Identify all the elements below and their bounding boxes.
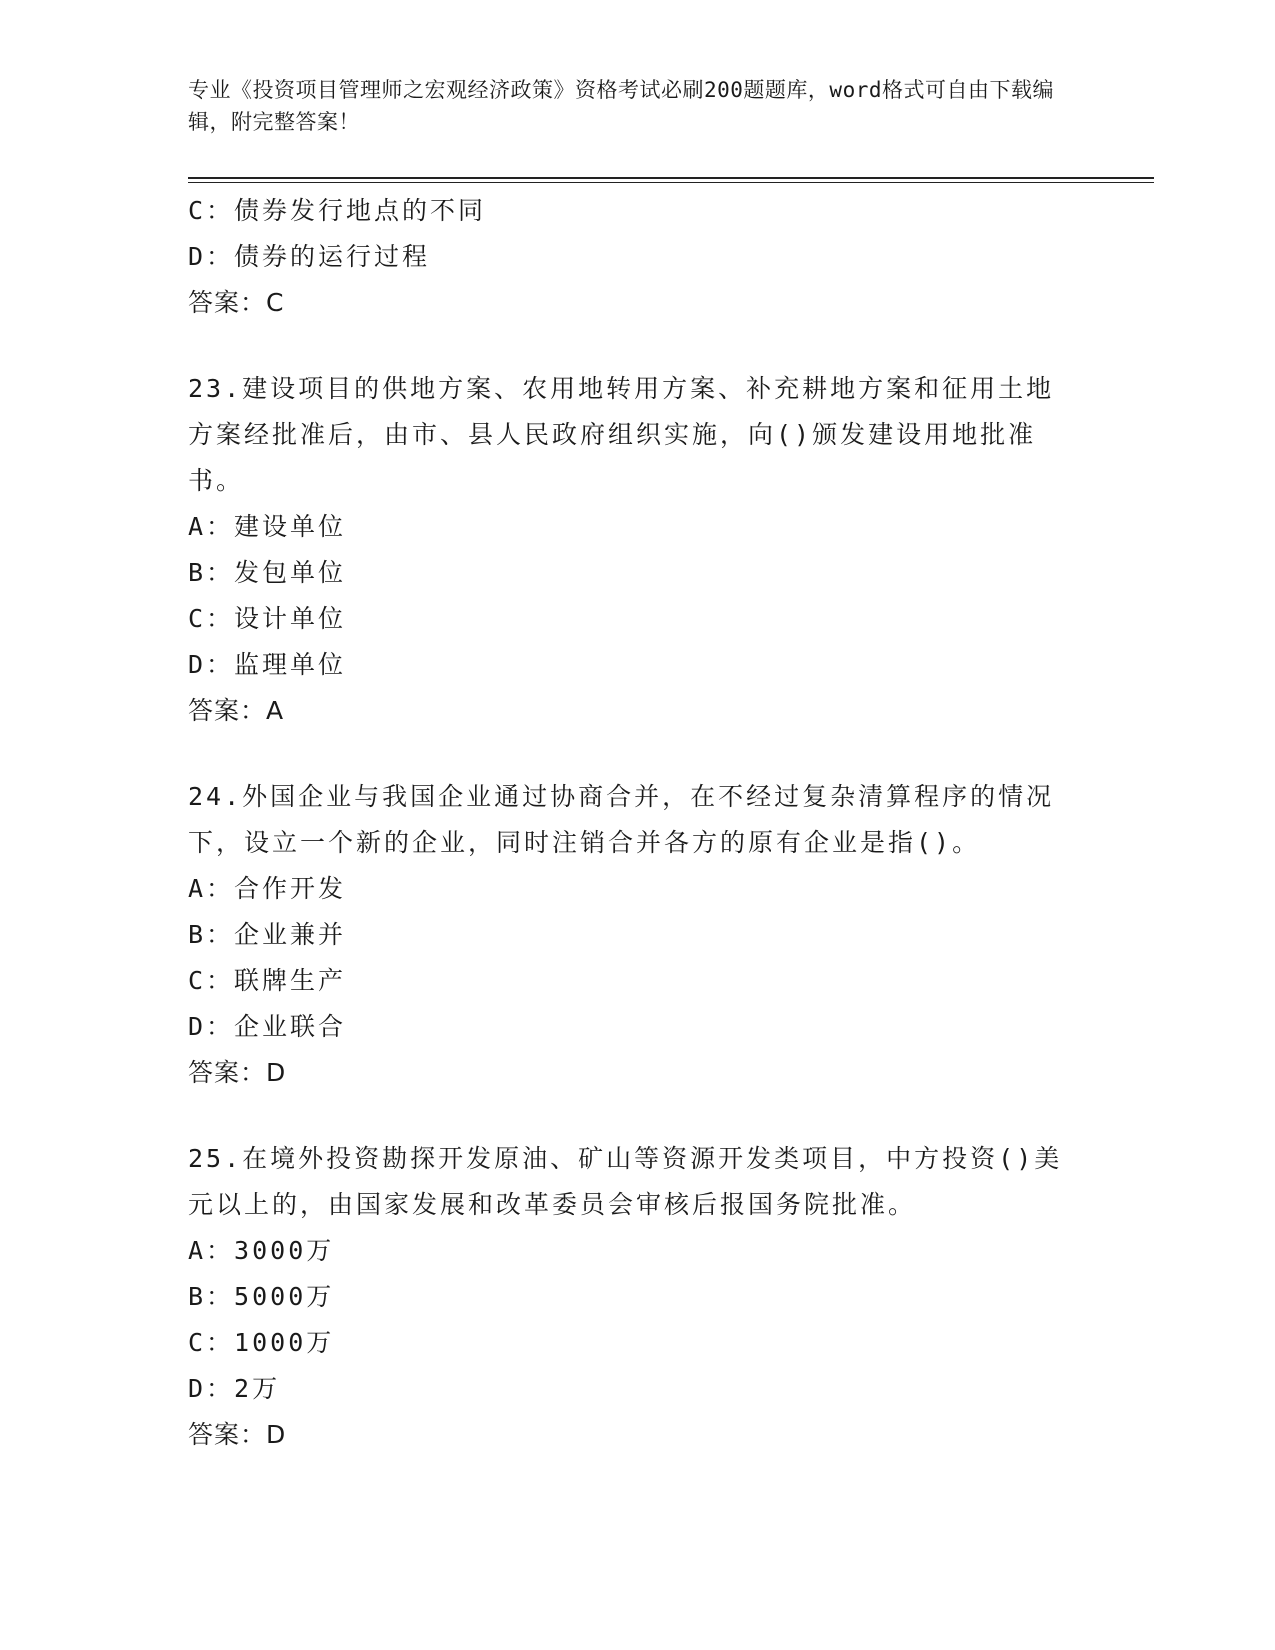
header-divider-thin xyxy=(188,182,1154,183)
option-b: B：发包单位 xyxy=(188,558,347,587)
document-header: 专业《投资项目管理师之宏观经济政策》资格考试必刷200题题库，word格式可自由下载编辑，附完整答案！ xyxy=(188,78,1054,134)
answer-line: 答案：D xyxy=(188,1058,287,1087)
question-text: 24.外国企业与我国企业通过协商合并，在不经过复杂清算程序的情况下，设立一个新的企业，同时注销合并各方的原有企业是指()。 xyxy=(188,782,1055,857)
question-block-22 xyxy=(188,188,1068,326)
option-c: C：1000万 xyxy=(188,1328,335,1357)
answer-line: 答案：D xyxy=(188,1420,287,1449)
answer-line: 答案：A xyxy=(188,696,285,725)
option-b: B：企业兼并 xyxy=(188,920,347,949)
question-text: 25.在境外投资勘探开发原油、矿山等资源开发类项目，中方投资()美元以上的，由国家发展和改革委员会审核后报国务院批准。 xyxy=(188,1144,1063,1219)
option-a: A：合作开发 xyxy=(188,874,347,903)
option-d: D：企业联合 xyxy=(188,1012,347,1041)
question-block-24 xyxy=(188,774,1068,1096)
header-divider-thick xyxy=(188,177,1154,179)
question-block-25 xyxy=(188,1136,1068,1458)
option-d: D：债券的运行过程 xyxy=(188,242,431,271)
option-d: D：监理单位 xyxy=(188,650,347,679)
question-block-23 xyxy=(188,366,1068,734)
option-c: C：债券发行地点的不同 xyxy=(188,196,487,225)
option-c: C：设计单位 xyxy=(188,604,347,633)
option-d: D：2万 xyxy=(188,1374,281,1403)
option-b: B：5000万 xyxy=(188,1282,335,1311)
question-text: 23.建设项目的供地方案、农用地转用方案、补充耕地方案和征用土地方案经批准后，由市、县人民政府组织实施，向()颁发建设用地批准书。 xyxy=(188,374,1055,495)
answer-line: 答案：C xyxy=(188,288,285,317)
option-c: C：联牌生产 xyxy=(188,966,347,995)
option-a: A：建设单位 xyxy=(188,512,347,541)
question-list xyxy=(188,188,1068,1458)
option-a: A：3000万 xyxy=(188,1236,335,1265)
